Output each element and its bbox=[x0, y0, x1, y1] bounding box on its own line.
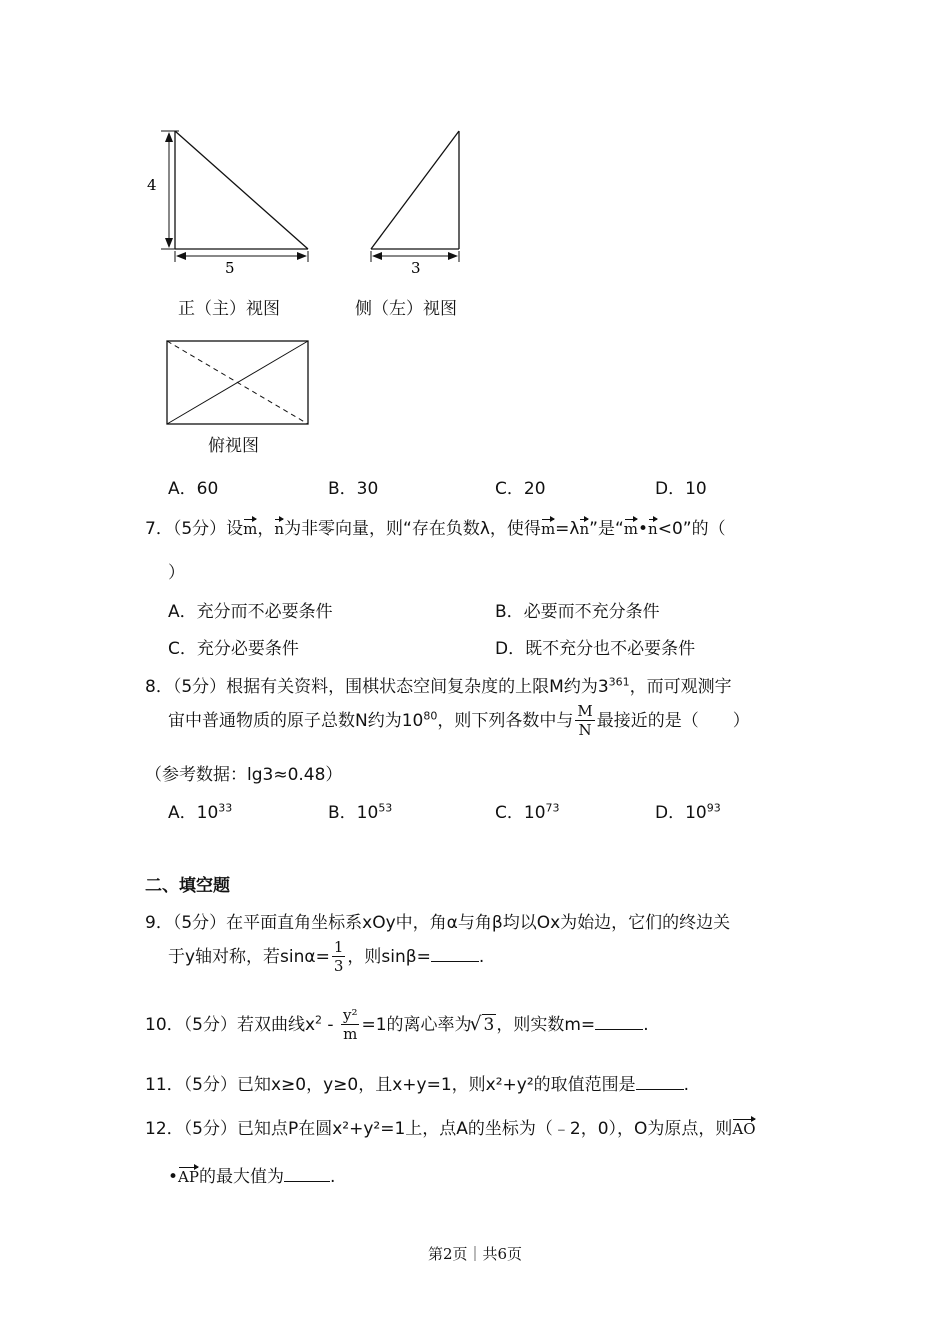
page-footer: 第2页｜共6页 bbox=[427, 1245, 523, 1263]
q8-option-c: C．$10^{73}$ bbox=[495, 801, 560, 823]
q10-line: 10．（5分）若双曲线$x^2$ - $\frac{\text{y²}}{m}$ =1的离心率为√ 3 ，则实数m= . bbox=[145, 1008, 649, 1042]
q8-option-a: A．$10^{33}$ bbox=[168, 801, 233, 823]
q9-line-1: 9．（5分）在平面直角坐标系xOy中，角α与角β均以Ox为始边，它们的终边关 bbox=[145, 913, 731, 933]
front-view-width-label: 5 bbox=[225, 259, 235, 277]
q12-line-1: 12．（5分）已知点P在圆x²+y²=1上，点A的坐标为（﹣2，0），O为原点，则AO bbox=[145, 1119, 756, 1139]
q8-reference-data: （参考数据：lg3≈0.48） bbox=[145, 765, 343, 785]
q6-option-d: D．10 bbox=[655, 479, 707, 499]
side-view bbox=[371, 131, 459, 277]
q7-option-d: D．既不充分也不必要条件 bbox=[495, 639, 696, 659]
q6-option-b: B．30 bbox=[328, 479, 379, 499]
vector-ao: AO bbox=[732, 1117, 755, 1138]
vector-n: n bbox=[274, 517, 284, 538]
q7-option-c: C．充分必要条件 bbox=[168, 639, 299, 659]
vector-m: m bbox=[243, 517, 257, 538]
front-view-height-label: 4 bbox=[147, 176, 157, 194]
answer-blank[interactable] bbox=[431, 945, 479, 962]
q9-line-2: 于y轴对称，若sinα= $\frac{1}{3}$ ，则sinβ= . bbox=[168, 938, 485, 975]
fraction-m-over-n: $\frac{M}{N}$ bbox=[577, 702, 593, 739]
side-view-label: 侧（左）视图 bbox=[355, 299, 457, 319]
vector-ap: AP bbox=[178, 1165, 199, 1186]
q11-line: 11．（5分）已知x≥0，y≥0，且x+y=1，则x²+y²的取值范围是 . bbox=[145, 1075, 690, 1095]
q12-line-2: •AP的最大值为 . bbox=[168, 1167, 336, 1187]
q7-option-a: A．充分而不必要条件 bbox=[168, 602, 333, 622]
q6-option-a: A．60 bbox=[168, 479, 219, 499]
answer-blank[interactable] bbox=[595, 1013, 643, 1030]
fraction-y2-over-m: $\frac{\text{y²}}{m}$ bbox=[342, 1006, 358, 1043]
three-view-figure bbox=[0, 0, 950, 470]
fraction-one-third: $\frac{1}{3}$ bbox=[333, 938, 344, 975]
answer-blank[interactable] bbox=[284, 1165, 330, 1182]
front-view bbox=[147, 131, 308, 277]
answer-blank[interactable] bbox=[636, 1073, 684, 1090]
q8-line-2: 宙中普通物质的原子总数N约为$10^{80}$，则下列各数中与 $\frac{M}{N}$ 最接近的是（ ） bbox=[168, 702, 750, 739]
side-view-width-label: 3 bbox=[411, 259, 421, 277]
q8-option-d: D．$10^{93}$ bbox=[655, 801, 721, 823]
q7-close-paren: ） bbox=[168, 563, 185, 583]
section-title-fill-in-blank: 二、填空题 bbox=[145, 876, 230, 896]
q8-option-b: B．$10^{53}$ bbox=[328, 801, 393, 823]
q7-option-b: B．必要而不充分条件 bbox=[495, 602, 660, 622]
q6-option-c: C．20 bbox=[495, 479, 546, 499]
q8-line-1: 8．（5分）根据有关资料，围棋状态空间复杂度的上限M约为$3^{361}$，而可观测宇 bbox=[145, 675, 732, 697]
q7-line-1: 7．（5分）设m，n为非零向量，则“存在负数λ，使得m=λn”是“m•n<0”的（ bbox=[145, 519, 726, 539]
front-view-label: 正（主）视图 bbox=[178, 299, 280, 319]
sqrt-3: √ 3 bbox=[472, 1014, 497, 1035]
top-view-label: 俯视图 bbox=[208, 436, 259, 456]
top-view bbox=[167, 341, 308, 424]
